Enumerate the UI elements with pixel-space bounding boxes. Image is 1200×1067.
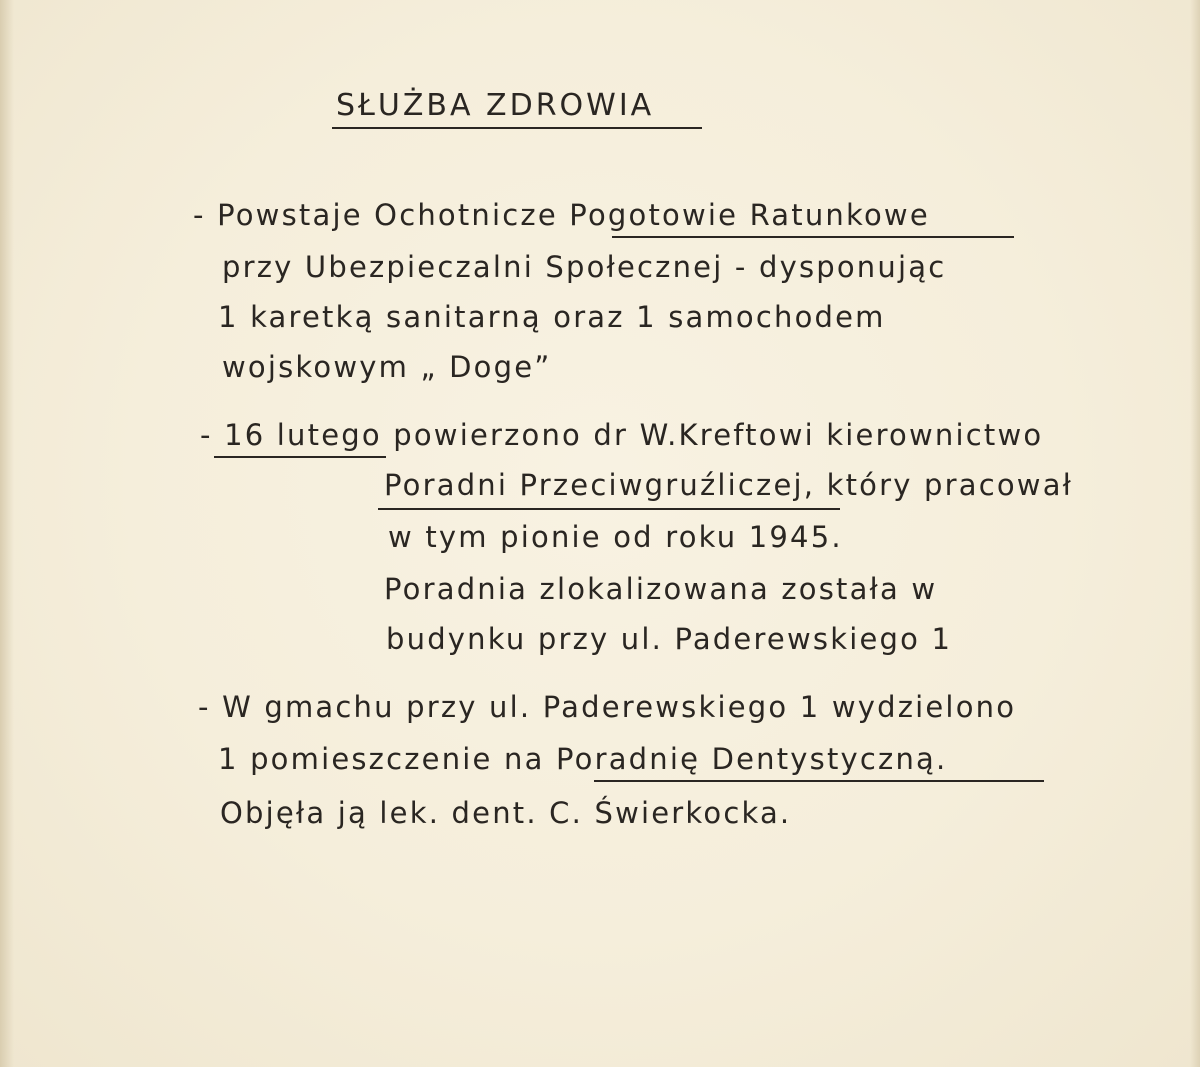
paragraph-3-line-3: Objęła ją lek. dent. C. Świerkocka. [220,796,792,830]
page-title: SŁUŻBA ZDROWIA [336,88,655,123]
title-underline [332,127,702,129]
paragraph-2-line-3: w tym pionie od roku 1945. [388,520,843,554]
paragraph-2-line-1: - 16 lutego powierzono dr W.Kreftowi kierownictwo [200,418,1044,452]
paragraph-1-line-1: - Powstaje Ochotnicze Pogotowie Ratunkowe [193,198,930,232]
paragraph-3-line-1: - W gmachu przy ul. Paderewskiego 1 wydzielono [198,690,1017,724]
paragraph-1-line-3: 1 karetką sanitarną oraz 1 samochodem [218,300,886,334]
underline-poradni-przeciwgruzliczej [378,508,840,510]
page-edge-left [0,0,14,1067]
paragraph-3-line-2: 1 pomieszczenie na Poradnię Dentystyczną. [218,742,948,776]
underline-16-lutego [214,456,386,458]
paragraph-1-line-4: wojskowym „ Doge” [222,350,552,384]
underline-pogotowie-ratunkowe [612,236,1014,238]
page-edge-right [1190,0,1200,1067]
underline-poradnie-dentystyczna [594,780,1044,782]
paragraph-2-line-4: Poradnia zlokalizowana została w [384,572,938,606]
paragraph-2-line-5: budynku przy ul. Paderewskiego 1 [386,622,953,656]
paragraph-1-line-2: przy Ubezpieczalni Społecznej - dysponując [222,250,947,284]
paragraph-2-line-2: Poradni Przeciwgruźliczej, który pracował [384,468,1074,502]
